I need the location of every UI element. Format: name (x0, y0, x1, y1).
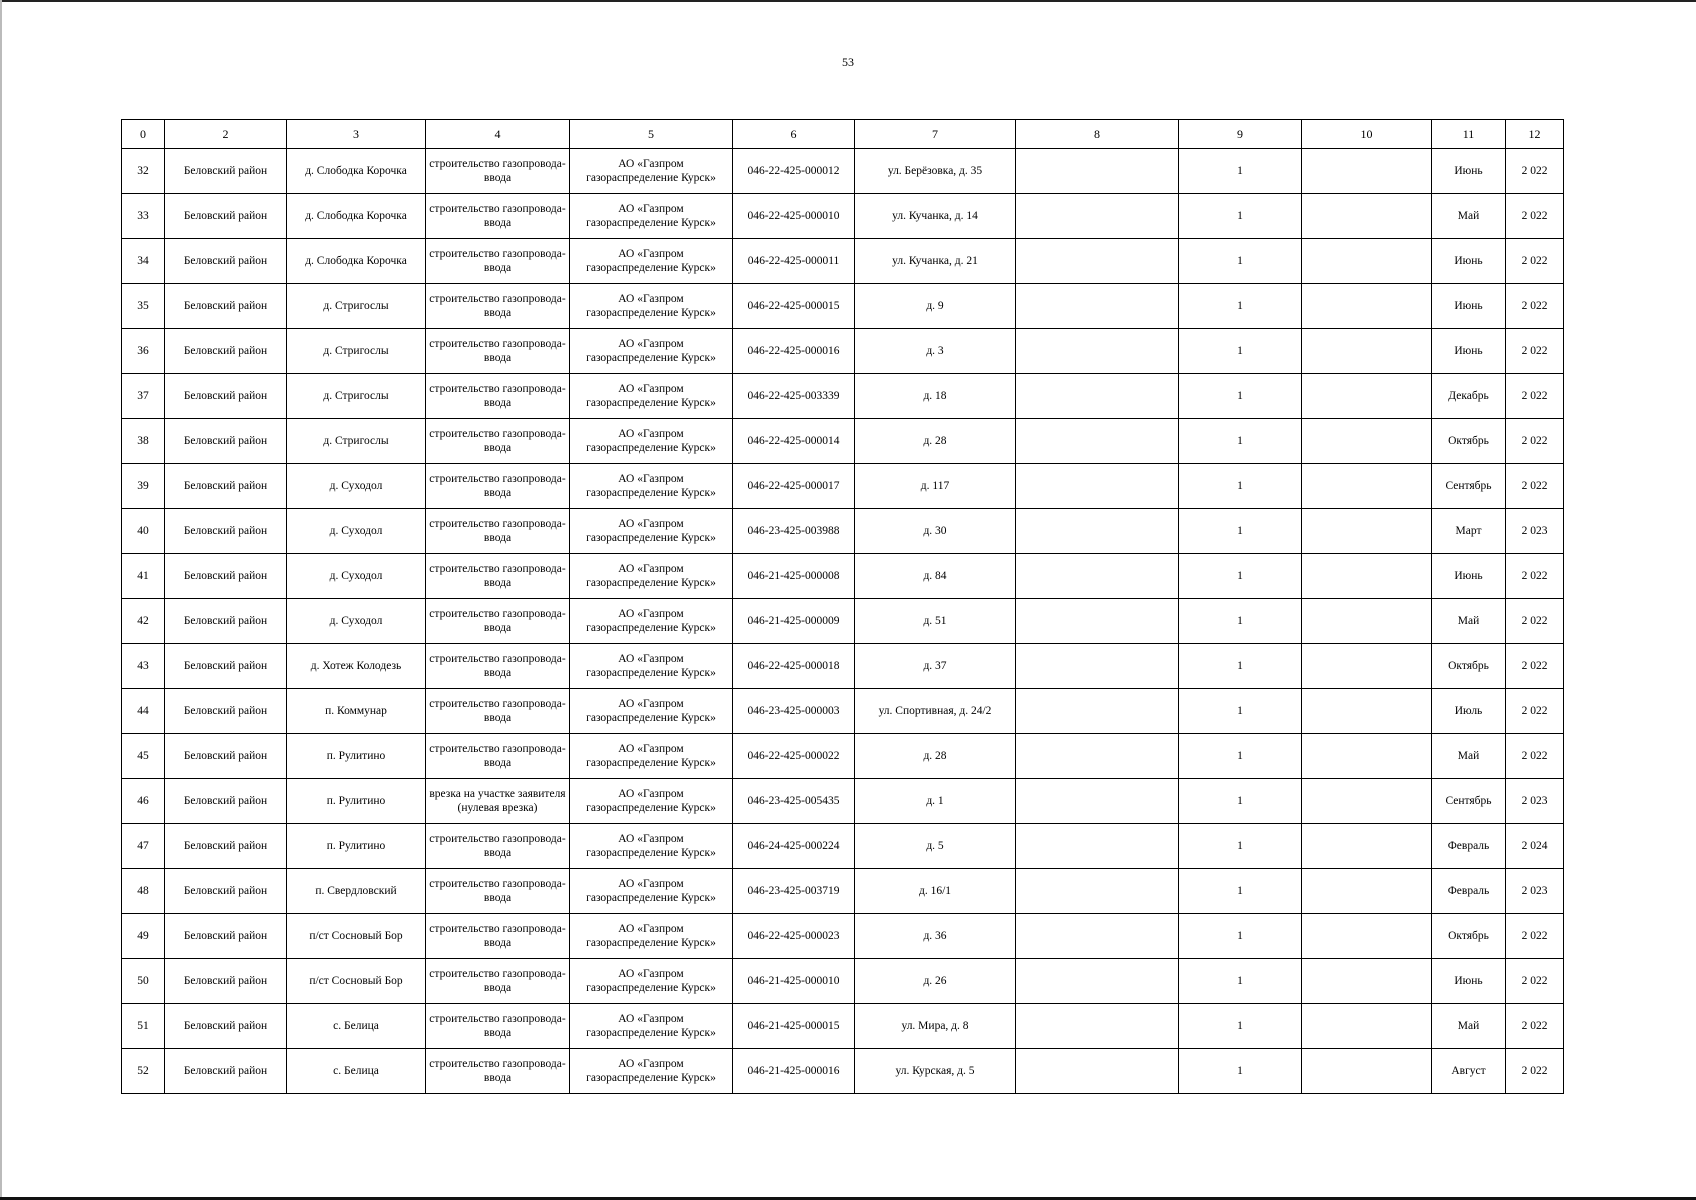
quantity-cell: 1 (1179, 554, 1302, 599)
column-10-cell (1302, 869, 1432, 914)
month-cell: Октябрь (1432, 914, 1506, 959)
registry-code-cell: 046-21-425-000016 (733, 1049, 855, 1094)
work-type-cell: строительство газопровода-ввода (426, 509, 570, 554)
district-cell: Беловский район (165, 914, 287, 959)
column-8-cell (1016, 554, 1179, 599)
table-row (122, 824, 1564, 869)
address-cell: д. 84 (855, 554, 1016, 599)
month-cell: Март (1432, 509, 1506, 554)
year-cell: 2 022 (1506, 644, 1564, 689)
registry-code-cell: 046-23-425-003988 (733, 509, 855, 554)
column-10-cell (1302, 599, 1432, 644)
column-8-cell (1016, 329, 1179, 374)
district-cell: Беловский район (165, 194, 287, 239)
column-10-cell (1302, 689, 1432, 734)
column-header: 6 (733, 120, 855, 149)
address-cell: ул. Мира, д. 8 (855, 1004, 1016, 1049)
work-type-cell: строительство газопровода-ввода (426, 689, 570, 734)
settlement-cell: п/ст Сосновый Бор (287, 914, 426, 959)
column-8-cell (1016, 824, 1179, 869)
table-row (122, 554, 1564, 599)
work-type-cell: строительство газопровода-ввода (426, 1004, 570, 1049)
column-header: 0 (122, 120, 165, 149)
column-10-cell (1302, 1049, 1432, 1094)
address-cell: д. 37 (855, 644, 1016, 689)
column-header: 8 (1016, 120, 1179, 149)
organization-cell: АО «Газпром газораспределение Курск» (570, 824, 733, 869)
work-type-cell: строительство газопровода-ввода (426, 734, 570, 779)
column-8-cell (1016, 1004, 1179, 1049)
row-number-cell: 42 (122, 599, 165, 644)
row-number-cell: 35 (122, 284, 165, 329)
quantity-cell: 1 (1179, 284, 1302, 329)
column-header: 4 (426, 120, 570, 149)
column-10-cell (1302, 554, 1432, 599)
organization-cell: АО «Газпром газораспределение Курск» (570, 419, 733, 464)
work-type-cell: строительство газопровода-ввода (426, 1049, 570, 1094)
table-row (122, 329, 1564, 374)
settlement-cell: д. Стригослы (287, 419, 426, 464)
organization-cell: АО «Газпром газораспределение Курск» (570, 374, 733, 419)
district-cell: Беловский район (165, 869, 287, 914)
column-8-cell (1016, 599, 1179, 644)
table-row (122, 914, 1564, 959)
column-header: 10 (1302, 120, 1432, 149)
organization-cell: АО «Газпром газораспределение Курск» (570, 914, 733, 959)
month-cell: Май (1432, 194, 1506, 239)
quantity-cell: 1 (1179, 824, 1302, 869)
settlement-cell: д. Хотеж Колодезь (287, 644, 426, 689)
work-type-cell: строительство газопровода-ввода (426, 194, 570, 239)
month-cell: Май (1432, 599, 1506, 644)
month-cell: Сентябрь (1432, 464, 1506, 509)
settlement-cell: п. Рулитино (287, 779, 426, 824)
column-8-cell (1016, 779, 1179, 824)
district-cell: Беловский район (165, 464, 287, 509)
work-type-cell: строительство газопровода-ввода (426, 914, 570, 959)
organization-cell: АО «Газпром газораспределение Курск» (570, 194, 733, 239)
address-cell: ул. Курская, д. 5 (855, 1049, 1016, 1094)
column-header: 2 (165, 120, 287, 149)
column-8-cell (1016, 239, 1179, 284)
district-cell: Беловский район (165, 509, 287, 554)
quantity-cell: 1 (1179, 419, 1302, 464)
column-10-cell (1302, 1004, 1432, 1049)
table-row (122, 959, 1564, 1004)
settlement-cell: д. Суходол (287, 599, 426, 644)
column-header: 9 (1179, 120, 1302, 149)
column-10-cell (1302, 464, 1432, 509)
registry-code-cell: 046-21-425-000015 (733, 1004, 855, 1049)
column-10-cell (1302, 914, 1432, 959)
address-cell: ул. Спортивная, д. 24/2 (855, 689, 1016, 734)
settlement-cell: д. Суходол (287, 554, 426, 599)
column-8-cell (1016, 194, 1179, 239)
district-cell: Беловский район (165, 284, 287, 329)
row-number-cell: 48 (122, 869, 165, 914)
district-cell: Беловский район (165, 959, 287, 1004)
settlement-cell: д. Стригослы (287, 284, 426, 329)
column-8-cell (1016, 419, 1179, 464)
settlement-cell: с. Белица (287, 1049, 426, 1094)
address-cell: ул. Берёзовка, д. 35 (855, 149, 1016, 194)
work-type-cell: врезка на участке заявителя (нулевая врезка) (426, 779, 570, 824)
settlement-cell: д. Слободка Корочка (287, 239, 426, 284)
column-header: 7 (855, 120, 1016, 149)
column-8-cell (1016, 509, 1179, 554)
quantity-cell: 1 (1179, 734, 1302, 779)
year-cell: 2 022 (1506, 239, 1564, 284)
quantity-cell: 1 (1179, 464, 1302, 509)
row-number-cell: 49 (122, 914, 165, 959)
settlement-cell: д. Слободка Корочка (287, 194, 426, 239)
organization-cell: АО «Газпром газораспределение Курск» (570, 689, 733, 734)
address-cell: д. 5 (855, 824, 1016, 869)
month-cell: Май (1432, 1004, 1506, 1049)
district-cell: Беловский район (165, 779, 287, 824)
settlement-cell: п. Свердловский (287, 869, 426, 914)
district-cell: Беловский район (165, 1049, 287, 1094)
registry-code-cell: 046-22-425-000014 (733, 419, 855, 464)
organization-cell: АО «Газпром газораспределение Курск» (570, 239, 733, 284)
organization-cell: АО «Газпром газораспределение Курск» (570, 1004, 733, 1049)
row-number-cell: 36 (122, 329, 165, 374)
year-cell: 2 023 (1506, 869, 1564, 914)
address-cell: д. 1 (855, 779, 1016, 824)
settlement-cell: д. Слободка Корочка (287, 149, 426, 194)
quantity-cell: 1 (1179, 239, 1302, 284)
address-cell: д. 26 (855, 959, 1016, 1004)
address-cell: д. 18 (855, 374, 1016, 419)
month-cell: Май (1432, 734, 1506, 779)
organization-cell: АО «Газпром газораспределение Курск» (570, 869, 733, 914)
column-8-cell (1016, 644, 1179, 689)
work-type-cell: строительство газопровода-ввода (426, 959, 570, 1004)
district-cell: Беловский район (165, 689, 287, 734)
month-cell: Февраль (1432, 824, 1506, 869)
registry-code-cell: 046-22-425-003339 (733, 374, 855, 419)
settlement-cell: п. Рулитино (287, 734, 426, 779)
page-number: 53 (842, 55, 854, 69)
work-type-cell: строительство газопровода-ввода (426, 554, 570, 599)
year-cell: 2 022 (1506, 1004, 1564, 1049)
month-cell: Октябрь (1432, 419, 1506, 464)
column-8-cell (1016, 914, 1179, 959)
column-header: 3 (287, 120, 426, 149)
district-cell: Беловский район (165, 554, 287, 599)
month-cell: Июнь (1432, 329, 1506, 374)
registry-code-cell: 046-21-425-000009 (733, 599, 855, 644)
year-cell: 2 022 (1506, 464, 1564, 509)
organization-cell: АО «Газпром газораспределение Курск» (570, 509, 733, 554)
column-10-cell (1302, 149, 1432, 194)
work-type-cell: строительство газопровода-ввода (426, 284, 570, 329)
registry-code-cell: 046-22-425-000012 (733, 149, 855, 194)
district-cell: Беловский район (165, 734, 287, 779)
year-cell: 2 022 (1506, 194, 1564, 239)
registry-code-cell: 046-23-425-005435 (733, 779, 855, 824)
settlement-cell: д. Стригослы (287, 374, 426, 419)
year-cell: 2 022 (1506, 1049, 1564, 1094)
table-row (122, 644, 1564, 689)
address-cell: ул. Кучанка, д. 21 (855, 239, 1016, 284)
organization-cell: АО «Газпром газораспределение Курск» (570, 1049, 733, 1094)
column-10-cell (1302, 284, 1432, 329)
row-number-cell: 47 (122, 824, 165, 869)
year-cell: 2 022 (1506, 329, 1564, 374)
row-number-cell: 38 (122, 419, 165, 464)
quantity-cell: 1 (1179, 644, 1302, 689)
table-row (122, 779, 1564, 824)
table-row (122, 869, 1564, 914)
organization-cell: АО «Газпром газораспределение Курск» (570, 734, 733, 779)
district-cell: Беловский район (165, 239, 287, 284)
row-number-cell: 33 (122, 194, 165, 239)
table-row (122, 1049, 1564, 1094)
organization-cell: АО «Газпром газораспределение Курск» (570, 779, 733, 824)
settlement-cell: д. Стригослы (287, 329, 426, 374)
settlement-cell: п. Коммунар (287, 689, 426, 734)
table-row (122, 149, 1564, 194)
organization-cell: АО «Газпром газораспределение Курск» (570, 329, 733, 374)
registry-code-cell: 046-23-425-003719 (733, 869, 855, 914)
scan-edge-top (0, 0, 1696, 2)
address-cell: ул. Кучанка, д. 14 (855, 194, 1016, 239)
column-10-cell (1302, 329, 1432, 374)
column-8-cell (1016, 734, 1179, 779)
year-cell: 2 022 (1506, 959, 1564, 1004)
table-row (122, 284, 1564, 329)
district-cell: Беловский район (165, 1004, 287, 1049)
quantity-cell: 1 (1179, 1049, 1302, 1094)
table-row (122, 194, 1564, 239)
row-number-cell: 52 (122, 1049, 165, 1094)
quantity-cell: 1 (1179, 194, 1302, 239)
year-cell: 2 024 (1506, 824, 1564, 869)
address-cell: д. 117 (855, 464, 1016, 509)
quantity-cell: 1 (1179, 509, 1302, 554)
work-type-cell: строительство газопровода-ввода (426, 869, 570, 914)
work-type-cell: строительство газопровода-ввода (426, 464, 570, 509)
month-cell: Июнь (1432, 239, 1506, 284)
quantity-cell: 1 (1179, 779, 1302, 824)
organization-cell: АО «Газпром газораспределение Курск» (570, 644, 733, 689)
quantity-cell: 1 (1179, 374, 1302, 419)
table-row (122, 1004, 1564, 1049)
organization-cell: АО «Газпром газораспределение Курск» (570, 554, 733, 599)
column-10-cell (1302, 644, 1432, 689)
row-number-cell: 44 (122, 689, 165, 734)
registry-code-cell: 046-22-425-000017 (733, 464, 855, 509)
organization-cell: АО «Газпром газораспределение Курск» (570, 599, 733, 644)
year-cell: 2 022 (1506, 419, 1564, 464)
work-type-cell: строительство газопровода-ввода (426, 329, 570, 374)
work-type-cell: строительство газопровода-ввода (426, 239, 570, 284)
registry-code-cell: 046-22-425-000016 (733, 329, 855, 374)
district-cell: Беловский район (165, 644, 287, 689)
column-10-cell (1302, 239, 1432, 284)
district-cell: Беловский район (165, 419, 287, 464)
quantity-cell: 1 (1179, 869, 1302, 914)
year-cell: 2 022 (1506, 284, 1564, 329)
year-cell: 2 022 (1506, 914, 1564, 959)
organization-cell: АО «Газпром газораспределение Курск» (570, 464, 733, 509)
year-cell: 2 022 (1506, 734, 1564, 779)
registry-code-cell: 046-21-425-000008 (733, 554, 855, 599)
month-cell: Июнь (1432, 284, 1506, 329)
settlement-cell: п. Рулитино (287, 824, 426, 869)
address-cell: д. 28 (855, 419, 1016, 464)
column-header: 12 (1506, 120, 1564, 149)
registry-code-cell: 046-22-425-000018 (733, 644, 855, 689)
column-8-cell (1016, 284, 1179, 329)
column-10-cell (1302, 779, 1432, 824)
settlement-cell: д. Суходол (287, 464, 426, 509)
table-row (122, 734, 1564, 779)
settlement-cell: п/ст Сосновый Бор (287, 959, 426, 1004)
year-cell: 2 022 (1506, 599, 1564, 644)
registry-code-cell: 046-22-425-000011 (733, 239, 855, 284)
work-type-cell: строительство газопровода-ввода (426, 599, 570, 644)
column-8-cell (1016, 959, 1179, 1004)
work-type-cell: строительство газопровода-ввода (426, 824, 570, 869)
organization-cell: АО «Газпром газораспределение Курск» (570, 284, 733, 329)
row-number-cell: 43 (122, 644, 165, 689)
address-cell: д. 16/1 (855, 869, 1016, 914)
table-row (122, 374, 1564, 419)
column-10-cell (1302, 374, 1432, 419)
settlement-cell: с. Белица (287, 1004, 426, 1049)
column-10-cell (1302, 419, 1432, 464)
registry-code-cell: 046-23-425-000003 (733, 689, 855, 734)
month-cell: Февраль (1432, 869, 1506, 914)
quantity-cell: 1 (1179, 914, 1302, 959)
row-number-cell: 39 (122, 464, 165, 509)
quantity-cell: 1 (1179, 599, 1302, 644)
row-number-cell: 50 (122, 959, 165, 1004)
work-type-cell: строительство газопровода-ввода (426, 374, 570, 419)
column-header: 11 (1432, 120, 1506, 149)
table-row (122, 464, 1564, 509)
address-cell: д. 36 (855, 914, 1016, 959)
quantity-cell: 1 (1179, 329, 1302, 374)
registry-code-cell: 046-22-425-000010 (733, 194, 855, 239)
settlement-cell: д. Суходол (287, 509, 426, 554)
table-row (122, 509, 1564, 554)
column-8-cell (1016, 869, 1179, 914)
month-cell: Июль (1432, 689, 1506, 734)
address-cell: д. 9 (855, 284, 1016, 329)
table-row (122, 239, 1564, 284)
address-cell: д. 51 (855, 599, 1016, 644)
address-cell: д. 30 (855, 509, 1016, 554)
row-number-cell: 45 (122, 734, 165, 779)
row-number-cell: 51 (122, 1004, 165, 1049)
district-cell: Беловский район (165, 149, 287, 194)
work-type-cell: строительство газопровода-ввода (426, 419, 570, 464)
quantity-cell: 1 (1179, 959, 1302, 1004)
registry-code-cell: 046-22-425-000023 (733, 914, 855, 959)
registry-code-cell: 046-24-425-000224 (733, 824, 855, 869)
row-number-cell: 40 (122, 509, 165, 554)
column-header: 5 (570, 120, 733, 149)
column-10-cell (1302, 824, 1432, 869)
table-header-row (122, 120, 1564, 149)
district-cell: Беловский район (165, 329, 287, 374)
table-row (122, 419, 1564, 464)
scan-edge-left (0, 0, 2, 1200)
column-8-cell (1016, 374, 1179, 419)
quantity-cell: 1 (1179, 149, 1302, 194)
month-cell: Июнь (1432, 554, 1506, 599)
registry-code-cell: 046-21-425-000010 (733, 959, 855, 1004)
column-8-cell (1016, 464, 1179, 509)
month-cell: Сентябрь (1432, 779, 1506, 824)
table-row (122, 689, 1564, 734)
work-type-cell: строительство газопровода-ввода (426, 149, 570, 194)
year-cell: 2 022 (1506, 374, 1564, 419)
column-10-cell (1302, 959, 1432, 1004)
month-cell: Июнь (1432, 149, 1506, 194)
district-cell: Беловский район (165, 374, 287, 419)
column-10-cell (1302, 509, 1432, 554)
month-cell: Декабрь (1432, 374, 1506, 419)
quantity-cell: 1 (1179, 689, 1302, 734)
month-cell: Август (1432, 1049, 1506, 1094)
table-body (122, 149, 1564, 1094)
year-cell: 2 023 (1506, 509, 1564, 554)
quantity-cell: 1 (1179, 1004, 1302, 1049)
year-cell: 2 022 (1506, 554, 1564, 599)
row-number-cell: 34 (122, 239, 165, 284)
row-number-cell: 41 (122, 554, 165, 599)
organization-cell: АО «Газпром газораспределение Курск» (570, 959, 733, 1004)
month-cell: Июнь (1432, 959, 1506, 1004)
row-number-cell: 46 (122, 779, 165, 824)
column-10-cell (1302, 734, 1432, 779)
registry-table (121, 119, 1564, 1094)
year-cell: 2 022 (1506, 149, 1564, 194)
address-cell: д. 3 (855, 329, 1016, 374)
row-number-cell: 32 (122, 149, 165, 194)
district-cell: Беловский район (165, 599, 287, 644)
registry-code-cell: 046-22-425-000022 (733, 734, 855, 779)
month-cell: Октябрь (1432, 644, 1506, 689)
address-cell: д. 28 (855, 734, 1016, 779)
column-8-cell (1016, 149, 1179, 194)
district-cell: Беловский район (165, 824, 287, 869)
column-8-cell (1016, 689, 1179, 734)
work-type-cell: строительство газопровода-ввода (426, 644, 570, 689)
organization-cell: АО «Газпром газораспределение Курск» (570, 149, 733, 194)
year-cell: 2 023 (1506, 779, 1564, 824)
column-10-cell (1302, 194, 1432, 239)
registry-code-cell: 046-22-425-000015 (733, 284, 855, 329)
table-row (122, 599, 1564, 644)
year-cell: 2 022 (1506, 689, 1564, 734)
column-8-cell (1016, 1049, 1179, 1094)
row-number-cell: 37 (122, 374, 165, 419)
